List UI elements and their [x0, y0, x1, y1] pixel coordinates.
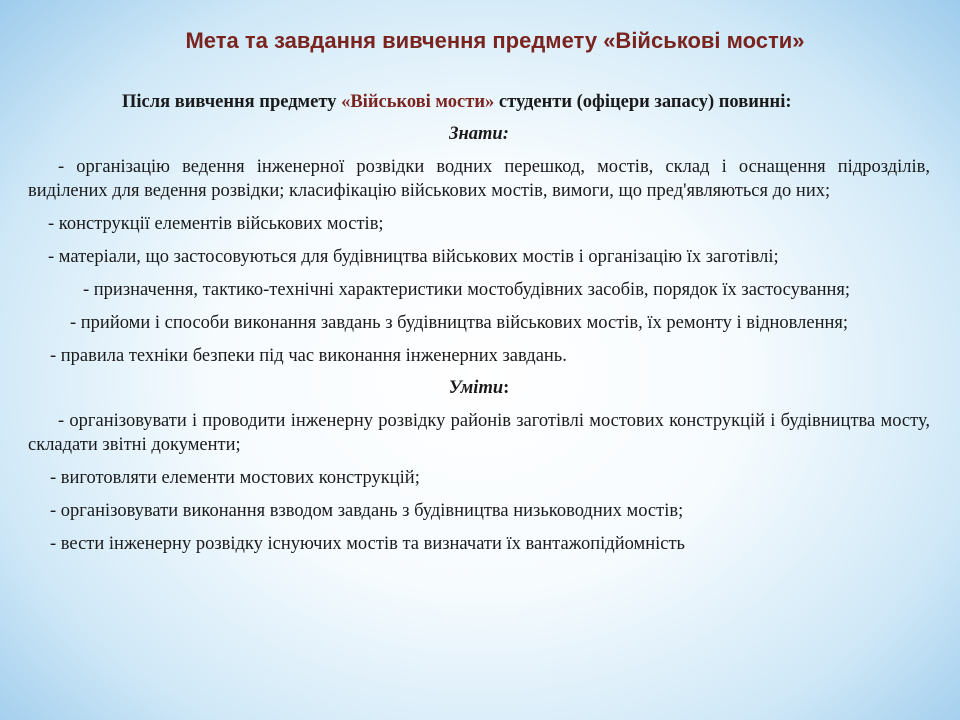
able-heading-text: Уміти	[448, 378, 504, 398]
know-item: - правила техніки безпеки під час виконання інженерних завдань.	[50, 346, 567, 366]
know-item: - організацію ведення інженерної розвідки водних перешкод, мостів, склад і оснащення підрозділів, виділених для ведення розвідки; класифікацію військових мостів, вимоги, що пред'являються до них;	[28, 157, 930, 201]
slide-body	[28, 90, 930, 556]
able-item: - виготовляти елементи мостових конструкцій;	[50, 468, 420, 488]
know-item: - призначення, тактико-технічні характеристики мостобудівних засобів, порядок їх застосування;	[83, 280, 851, 300]
know-item: - конструкції елементів військових мостів;	[48, 214, 384, 234]
know-item: - прийоми і способи виконання завдань з будівництва військових мостів, їх ремонту і відновлення;	[70, 313, 849, 333]
intro-paragraph	[28, 90, 930, 114]
subject-name: «Військові мости»	[341, 92, 495, 112]
intro-text-start: Після вивчення предмету	[122, 92, 342, 112]
able-item: - організовувати і проводити інженерну розвідку районів заготівлі мостових конструкцій і будівництва мосту, складати звітні документи;	[28, 411, 930, 455]
able-item: - організовувати виконання взводом завдань з будівництва низьководних мостів;	[50, 501, 684, 521]
able-heading	[28, 376, 930, 400]
able-item: - вести інженерну розвідку існуючих мостів та визначати їх вантажопідйомність	[50, 534, 685, 554]
slide-title: Мета та завдання вивчення предмету «Військові мости»	[185, 28, 805, 53]
intro-text-end: студенти (офіцери запасу) повинні:	[494, 92, 792, 112]
know-heading: Знати:	[449, 124, 509, 144]
know-item: - матеріали, що застосовуються для будівництва військових мостів і організацію їх заготівлі;	[48, 247, 779, 267]
able-heading-colon: :	[503, 378, 510, 398]
